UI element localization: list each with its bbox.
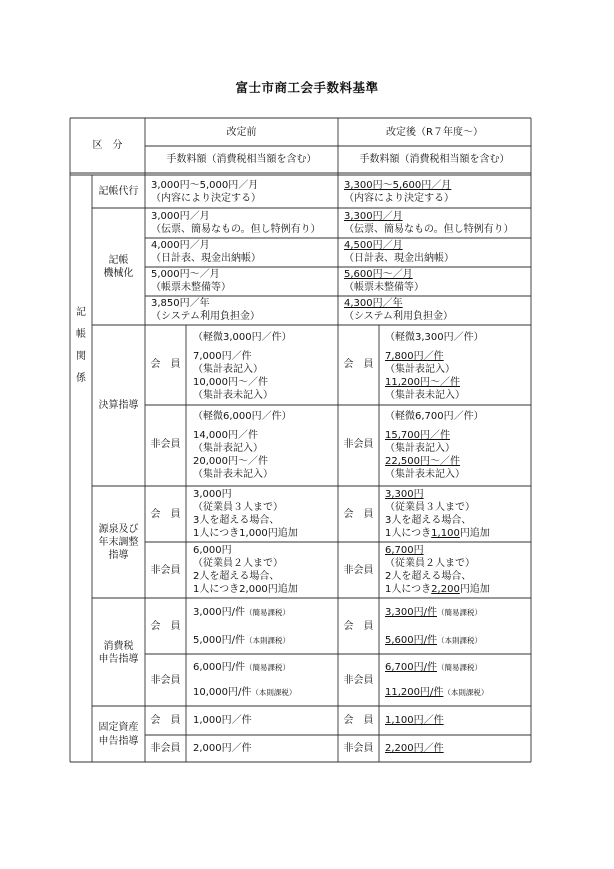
gensen-member-before-note: 1人につき1,000円追加: [193, 528, 298, 539]
kikaika-before-amount: 3,850円／年: [151, 298, 210, 309]
shohizei-member-after-simple: 3,300円/件（簡易課税）: [385, 607, 482, 618]
member-label: 会 員: [343, 621, 374, 632]
kessan-nonmember-before-light: （軽微6,000円／件）: [193, 411, 292, 422]
gensen-member-after-note: 1人につき1,100円追加: [385, 528, 490, 539]
nonmember-label: 非会員: [343, 675, 374, 686]
kessan-label: 決算指導: [98, 400, 139, 411]
kikaika-before-amount: 4,000円／月: [151, 240, 210, 251]
kikaika-after-note: （日計表、現金出納帳）: [344, 253, 454, 264]
gensen-member-after-note: 3人を超える場合、: [385, 515, 472, 526]
kessan-nonmember-after-note: （集計表記入）: [385, 443, 455, 454]
kessan-nonmember-after-light: （軽微6,700円／件）: [385, 411, 484, 422]
kotei-label-1: 固定資産: [98, 722, 139, 733]
kikaika-before-note: （帳票未整備等）: [151, 282, 231, 293]
kessan-member-after-light: （軽微3,300円／件）: [385, 332, 484, 343]
kessan-member-before-note: （集計表未記入）: [193, 390, 273, 401]
shohizei-member-after-standard: 5,600円/件（本則課税）: [385, 635, 482, 646]
kessan-member-before-light: （軽微3,000円／件）: [193, 332, 292, 343]
kikaika-before-amount: 5,000円～／月: [151, 269, 220, 280]
kikaika-after-amount: 3,300円／月: [344, 211, 403, 222]
after-header: 改定後（R７年度～）: [386, 127, 483, 138]
kikaika-label-1: 記帳: [108, 255, 129, 266]
kotei-member-before: 1,000円／件: [193, 715, 252, 726]
gensen-nonmember-before-note: 1人につき2,000円追加: [193, 584, 298, 595]
shohizei-label-1: 消費税: [103, 641, 134, 652]
kessan-member-before-amount: 7,000円／件: [193, 351, 252, 362]
member-label: 会 員: [150, 621, 181, 632]
kessan-nonmember-before-note: （集計表記入）: [193, 443, 263, 454]
kessan-member-before-note: （集計表記入）: [193, 364, 263, 375]
shohizei-nonmember-after-simple: 6,700円/件（簡易課税）: [385, 662, 482, 673]
kicho-before-note: （内容により決定する）: [151, 193, 261, 204]
nonmember-label: 非会員: [343, 439, 374, 450]
kessan-member-after-amount: 7,800円／件: [385, 351, 444, 362]
gensen-member-before-note: （従業員３人まで）: [193, 502, 283, 513]
member-label: 会 員: [150, 715, 181, 726]
shohizei-nonmember-before-simple: 6,000円/件（簡易課税）: [193, 662, 290, 673]
kessan-nonmember-after-amount: 22,500円～／件: [385, 456, 460, 467]
kessan-nonmember-before-amount: 20,000円～／件: [193, 456, 268, 467]
kicho-after-amount: 3,300円～5,600円／月: [344, 180, 452, 191]
fee-label-before: 手数料額（消費税相当額を含む）: [166, 154, 317, 165]
kicho-before-amount: 3,000円～5,000円／月: [151, 180, 259, 191]
kikaika-after-note: （伝票、簡易なもの。但し特例有り）: [344, 224, 514, 235]
shohizei-member-before-simple: 3,000円/件（簡易課税）: [193, 607, 290, 618]
kikaika-after-amount: 4,500円／月: [344, 240, 403, 251]
kikaika-after-amount: 5,600円～／月: [344, 269, 413, 280]
gensen-label-2: 年末調整: [98, 537, 139, 548]
kicho-label: 記帳代行: [98, 186, 139, 197]
kikaika-before-note: （伝票、簡易なもの。但し特例有り）: [151, 224, 321, 235]
kikaika-after-note: （システム利用負担金）: [344, 311, 453, 322]
member-label: 会 員: [150, 509, 181, 520]
category-header: 区 分: [92, 140, 123, 151]
gensen-member-after-amount: 3,300円: [385, 489, 424, 500]
kessan-member-after-note: （集計表未記入）: [385, 390, 465, 401]
shohizei-nonmember-after-standard: 11,200円/件（本則課税）: [385, 687, 489, 698]
shohizei-nonmember-before-standard: 10,000円/件（本則課税）: [193, 687, 297, 698]
kessan-nonmember-before-amount: 14,000円／件: [193, 430, 258, 441]
group-label: 記 帳 関 係: [76, 307, 86, 384]
kotei-nonmember-before: 2,000円／件: [193, 743, 252, 754]
kikaika-before-note: （日計表、現金出納帳）: [151, 253, 261, 264]
nonmember-label: 非会員: [150, 743, 181, 754]
kessan-member-after-amount: 11,200円～／件: [385, 377, 460, 388]
gensen-member-before-note: 3人を超える場合、: [193, 515, 280, 526]
kikaika-before-note: （システム利用負担金）: [151, 311, 260, 322]
kotei-label-2: 申告指導: [98, 736, 139, 747]
gensen-nonmember-after-note: 2人を超える場合、: [385, 571, 472, 582]
kotei-nonmember-after: 2,200円／件: [385, 743, 444, 754]
shohizei-member-before-standard: 5,000円/件（本則課税）: [193, 635, 290, 646]
member-label: 会 員: [343, 509, 374, 520]
nonmember-label: 非会員: [150, 675, 181, 686]
gensen-label-1: 源泉及び: [98, 524, 139, 535]
gensen-nonmember-after-amount: 6,700円: [385, 545, 424, 556]
nonmember-label: 非会員: [343, 743, 374, 754]
nonmember-label: 非会員: [150, 565, 181, 576]
kikaika-label-2: 機械化: [103, 268, 134, 279]
gensen-member-after-note: （従業員３人まで）: [385, 502, 475, 513]
kessan-nonmember-before-note: （集計表未記入）: [193, 469, 273, 480]
gensen-nonmember-before-note: 2人を超える場合、: [193, 571, 280, 582]
gensen-nonmember-before-amount: 6,000円: [193, 545, 232, 556]
kessan-nonmember-after-amount: 15,700円／件: [385, 430, 450, 441]
member-label: 会 員: [150, 359, 181, 370]
kikaika-before-amount: 3,000円／月: [151, 211, 210, 222]
kotei-member-after: 1,100円／件: [385, 715, 444, 726]
fee-label-after: 手数料額（消費税相当額を含む）: [359, 154, 510, 165]
gensen-label-3: 指導: [108, 550, 129, 561]
nonmember-label: 非会員: [343, 565, 374, 576]
shohizei-label-2: 申告指導: [98, 654, 139, 665]
before-header: 改定前: [226, 127, 257, 138]
member-label: 会 員: [343, 715, 374, 726]
page-title: 富士市商工会手数料基準: [235, 80, 379, 95]
kessan-member-after-note: （集計表記入）: [385, 364, 455, 375]
member-label: 会 員: [343, 359, 374, 370]
gensen-nonmember-before-note: （従業員２人まで）: [193, 558, 283, 569]
kessan-member-before-amount: 10,000円～／件: [193, 377, 268, 388]
gensen-nonmember-after-note: 1人につき2,200円追加: [385, 584, 490, 595]
kessan-nonmember-after-note: （集計表未記入）: [385, 469, 465, 480]
kikaika-after-amount: 4,300円／年: [344, 298, 403, 309]
gensen-member-before-amount: 3,000円: [193, 489, 232, 500]
gensen-nonmember-after-note: （従業員２人まで）: [385, 558, 475, 569]
kicho-after-note: （内容により決定する）: [344, 193, 454, 204]
kikaika-after-note: （帳票未整備等）: [344, 282, 424, 293]
nonmember-label: 非会員: [150, 439, 181, 450]
